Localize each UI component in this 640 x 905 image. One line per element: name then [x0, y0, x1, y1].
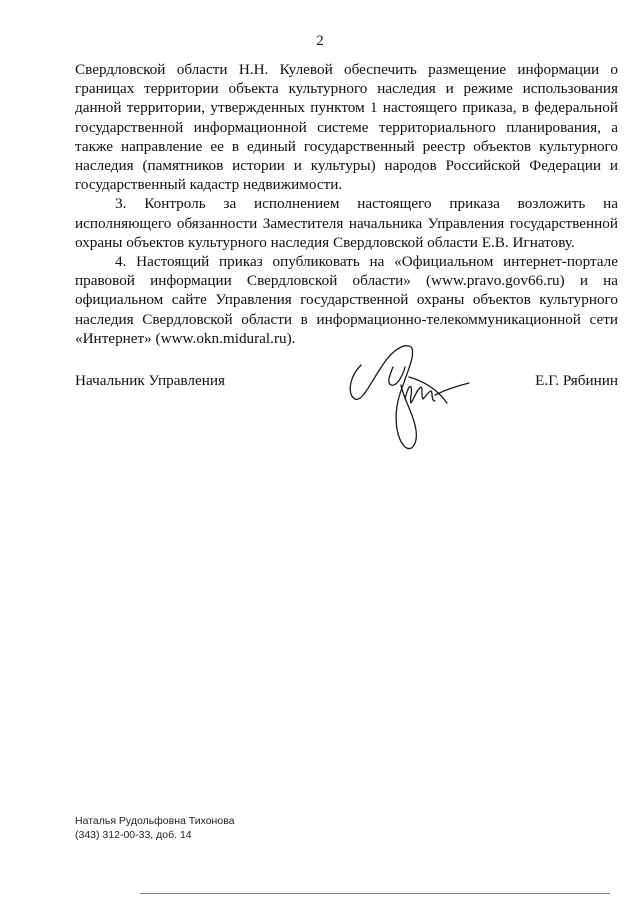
executor-info	[75, 814, 235, 842]
signatory-name: Е.Г. Рябинин	[535, 372, 618, 389]
executor-phone: (343) 312-00-33, доб. 14	[75, 829, 192, 841]
document-body	[75, 60, 618, 348]
paragraph-item-3: 3. Контроль за исполнением настоящего приказа возложить на исполняющего обязанности Заместителя начальника Управления государственной охраны объектов культурного наследия Свердловской области Е.В. Игнатову.	[75, 195, 618, 251]
bottom-rule	[140, 893, 610, 894]
signatory-position: Начальник Управления	[75, 372, 225, 389]
executor-name: Наталья Рудольфовна Тихонова	[75, 815, 235, 827]
paragraph-continuation: Свердловской области Н.Н. Кулевой обеспечить размещение информации о границах территории объекта культурного наследия и режиме использования данной территории, утвержденных пунктом 1 настоящего приказа, в федеральной государственной информационной системе территориального планирования, а также направление ее в единый государственный реестр объектов культурного наследия (памятников истории и культуры) народов Российской Федерации и государственный кадастр недвижимости.	[75, 61, 618, 194]
page-number: 2	[316, 33, 324, 49]
handwritten-signature	[343, 337, 473, 457]
paragraph-item-4: 4. Настоящий приказ опубликовать на «Официальном интернет-портале правовой информации Свердловской области» (www.pravo.gov66.ru) и на официальном сайте Управления государственной охраны объектов культурного наследия Свердловской области в информационно-телекоммуникационной сети «Интернет» (www.okn.midural.ru).	[75, 253, 618, 347]
